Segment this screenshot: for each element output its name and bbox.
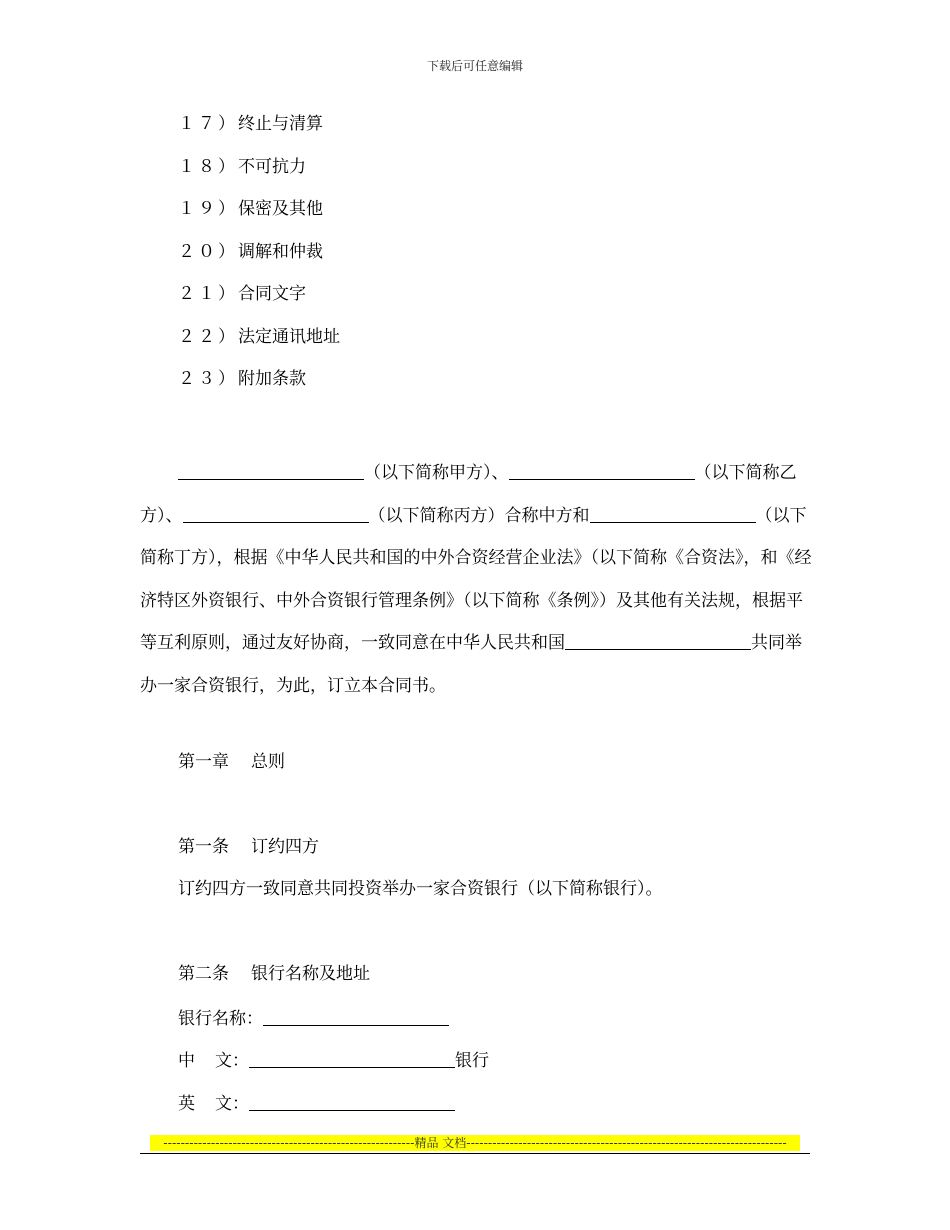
toc-item xyxy=(178,240,340,283)
article-label: 第二条 xyxy=(178,964,229,984)
chinese-name-row xyxy=(178,1047,489,1073)
english-name-blank[interactable] xyxy=(249,1090,455,1111)
article-label: 第一条 xyxy=(178,837,229,857)
article-heading xyxy=(178,962,370,986)
toc-item-text: 保密及其他 xyxy=(238,199,323,219)
party-b-blank[interactable] xyxy=(509,459,695,480)
toc-item xyxy=(178,155,340,198)
preamble-text: （以下简称乙方）、 xyxy=(140,463,797,526)
toc-item-text: 终止与清算 xyxy=(238,114,323,134)
english-name-label: 文： xyxy=(215,1094,249,1114)
chinese-name-suffix: 银行 xyxy=(455,1051,489,1071)
preamble-paragraph xyxy=(140,452,812,708)
toc-item-text: 法定通讯地址 xyxy=(238,326,340,347)
preamble-text: （以下简称甲方）、 xyxy=(364,463,509,483)
chapter-heading xyxy=(178,750,285,774)
chinese-name-label: 文： xyxy=(215,1051,249,1071)
toc-item xyxy=(178,112,340,155)
toc-item-text: 调解和仲裁 xyxy=(238,241,323,262)
bank-name-row xyxy=(178,1005,449,1031)
party-a-blank[interactable] xyxy=(178,459,364,480)
toc-item-number: ２２） xyxy=(178,326,238,347)
article-title: 银行名称及地址 xyxy=(251,964,370,984)
article-body: 订约四方一致同意共同投资举办一家合资银行（以下简称银行）。 xyxy=(178,879,663,899)
chapter-title: 总则 xyxy=(251,752,285,772)
english-name-row xyxy=(178,1090,455,1116)
toc-item xyxy=(178,282,340,325)
footer-label: 精品 文档 xyxy=(414,1136,467,1150)
article-title: 订约四方 xyxy=(251,837,319,857)
toc-item xyxy=(178,197,340,240)
toc-item-number: ２３） xyxy=(178,369,238,389)
toc-item xyxy=(178,325,340,368)
footer-dashes: ---------------------------------------------------------- xyxy=(163,1136,415,1150)
toc-item-number: ２０） xyxy=(178,241,238,262)
preamble-text: （以下简称丙方）合称中方和 xyxy=(368,505,590,526)
preamble-text: 共同举办一家合资银行，为此，订立本合同书。 xyxy=(140,633,802,696)
toc-item-number: １７） xyxy=(178,114,238,134)
footer-dashes: -------------------------------------------------------------------------- xyxy=(466,1136,787,1150)
toc-item-number: ２１） xyxy=(178,284,238,304)
chapter-label: 第一章 xyxy=(178,752,229,772)
chinese-name-blank[interactable] xyxy=(249,1047,455,1068)
party-c-blank[interactable] xyxy=(183,502,369,523)
toc-item-text: 合同文字 xyxy=(238,284,306,304)
chinese-name-label: 中 xyxy=(178,1051,195,1071)
toc-item-number: １９） xyxy=(178,199,238,219)
toc-item xyxy=(178,367,340,410)
bank-name-label: 银行名称： xyxy=(178,1009,263,1029)
footer-banner xyxy=(150,1135,800,1151)
article-heading xyxy=(178,835,319,859)
location-blank[interactable] xyxy=(565,629,751,650)
toc-item-number: １８） xyxy=(178,156,238,177)
preamble-text: （以下简称丁方），根据《中华人民共和国的中外合资经营企业法》（以下简称《合资法》，和《经济特区外资银行、中外合资银行管理条例》（以下简称《条例》）及其他有关法规，根据平等互利原则，通过友好协商，一致同意在中华人民共和国 xyxy=(140,505,812,654)
toc-item-text: 不可抗力 xyxy=(238,156,306,177)
page-header-note: 下载后可任意编辑 xyxy=(426,59,523,73)
english-name-label: 英 xyxy=(178,1094,195,1114)
bank-name-blank[interactable] xyxy=(263,1005,449,1026)
party-d-blank[interactable] xyxy=(590,502,756,523)
toc-item-text: 附加条款 xyxy=(238,369,306,389)
table-of-contents xyxy=(178,112,340,410)
footer-rule xyxy=(140,1153,810,1154)
